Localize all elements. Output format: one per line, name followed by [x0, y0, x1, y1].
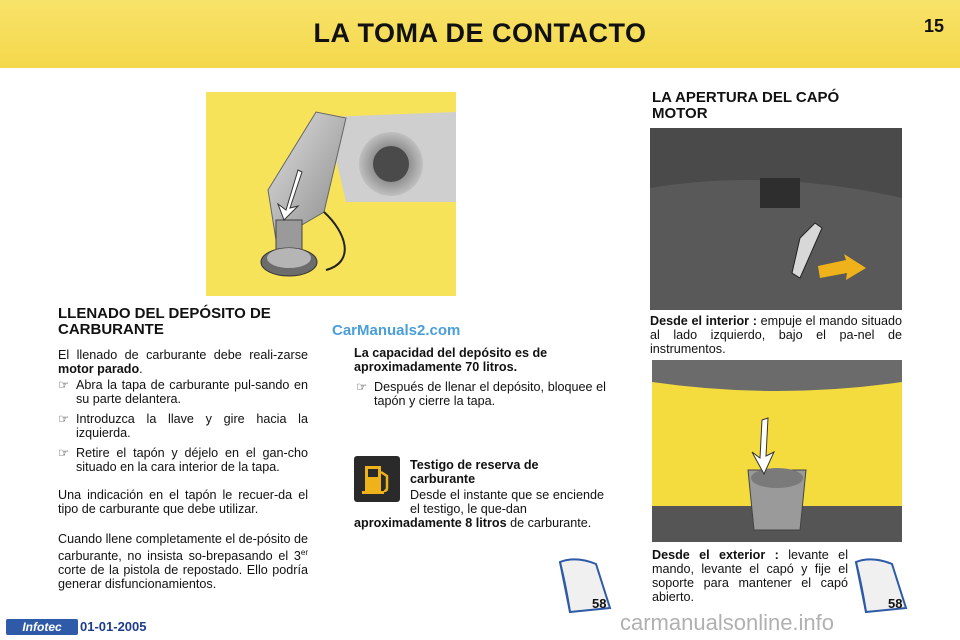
- fuel-filling-heading: LLENADO DEL DEPÓSITO DE CARBURANTE: [58, 305, 271, 338]
- fuel-cap-photo: [206, 92, 456, 296]
- page-number: 15: [923, 16, 944, 36]
- hood-release-illustration: [650, 128, 902, 310]
- reserve-light-text-2: [354, 516, 604, 530]
- reserve-amount-emphasis: aproximadamente 8 litros: [354, 516, 507, 530]
- page-reference-badge[interactable]: [852, 556, 910, 614]
- finger-pointing-icon: ☞: [58, 378, 70, 392]
- interior-label: Desde el interior :: [650, 314, 757, 328]
- hood-opening-heading: LA APERTURA DEL CAPÓ MOTOR: [652, 89, 840, 122]
- infotec-logo: Infotec: [6, 619, 78, 635]
- fuel-step-1-text: Abra la tapa de carburante pul-sando en su parte delantera.: [76, 378, 308, 406]
- fuel-step-2: [58, 412, 308, 440]
- site-watermark: carmanualsonline.info: [620, 610, 835, 635]
- edition-date: 01-01-2005: [80, 619, 147, 634]
- exterior-release-text: [652, 548, 848, 604]
- interior-release-text: [650, 314, 902, 356]
- close-cap-step-text: Después de llenar el depósito, bloquee el tapón y cierre la tapa.: [374, 380, 606, 408]
- exterior-label: Desde el exterior :: [652, 548, 779, 562]
- finger-pointing-icon: ☞: [58, 412, 70, 426]
- page-reference-number: 58: [592, 596, 607, 611]
- close-cap-step: [356, 380, 606, 408]
- fuel-step-2-text: Introduzca la llave y gire hacia la izquierda.: [76, 412, 308, 440]
- hood-latch-photo: [652, 360, 902, 542]
- page-reference-badge[interactable]: [556, 556, 614, 614]
- fuel-cap-illustration: [206, 92, 456, 296]
- fuel-step-3: [58, 446, 308, 474]
- fuel-intro-start: El llenado de carburante debe reali-zarse: [58, 348, 308, 362]
- page-reference-number: 58: [888, 596, 903, 611]
- hood-latch-illustration: [652, 360, 902, 542]
- overfill-warning-start: Cuando llene completamente el de-pósito de carburante, no insista so-brepasando el 3: [58, 532, 308, 564]
- reserve-light-title: Testigo de reserva de carburante: [410, 458, 539, 486]
- fuel-intro-end: .: [139, 362, 143, 376]
- reserve-light-text-end: de carburante.: [510, 516, 592, 530]
- reserve-light-text: [354, 488, 604, 516]
- finger-pointing-icon: ☞: [356, 380, 368, 394]
- overfill-warning-end: corte de la pistola de repostado. Ello podría generar disfuncionamientos.: [58, 563, 308, 592]
- fuel-intro-text: [58, 348, 308, 376]
- finger-pointing-icon: ☞: [58, 446, 70, 460]
- interior-instructions: empuje el mando situado al lado izquierdo, bajo el pa-nel de instrumentos.: [650, 314, 902, 356]
- page-title: LA TOMA DE CONTACTO: [313, 18, 647, 48]
- ordinal-suffix: er: [300, 548, 308, 557]
- fuel-type-note: Una indicación en el tapón le recuer-da el tipo de carburante que debe utilizar.: [58, 488, 308, 516]
- tank-capacity-text: La capacidad del depósito es de aproximadamente 70 litros.: [354, 346, 548, 374]
- engine-off-emphasis: motor parado: [58, 362, 140, 376]
- watermark-text: CarManuals2.com: [332, 322, 461, 339]
- fuel-step-1: [58, 378, 308, 406]
- reserve-light-text-start: Desde el instante que se enciende el testigo, le que-dan: [410, 488, 604, 516]
- fuel-step-3-text: Retire el tapón y déjelo en el gan-cho situado en la cara interior de la tapa.: [76, 446, 308, 474]
- exterior-instructions: levante el mando, levante el capó y fije el soporte para mantener el capó abierto.: [652, 548, 848, 604]
- hood-release-photo: [650, 128, 902, 310]
- overfill-warning: [58, 532, 308, 591]
